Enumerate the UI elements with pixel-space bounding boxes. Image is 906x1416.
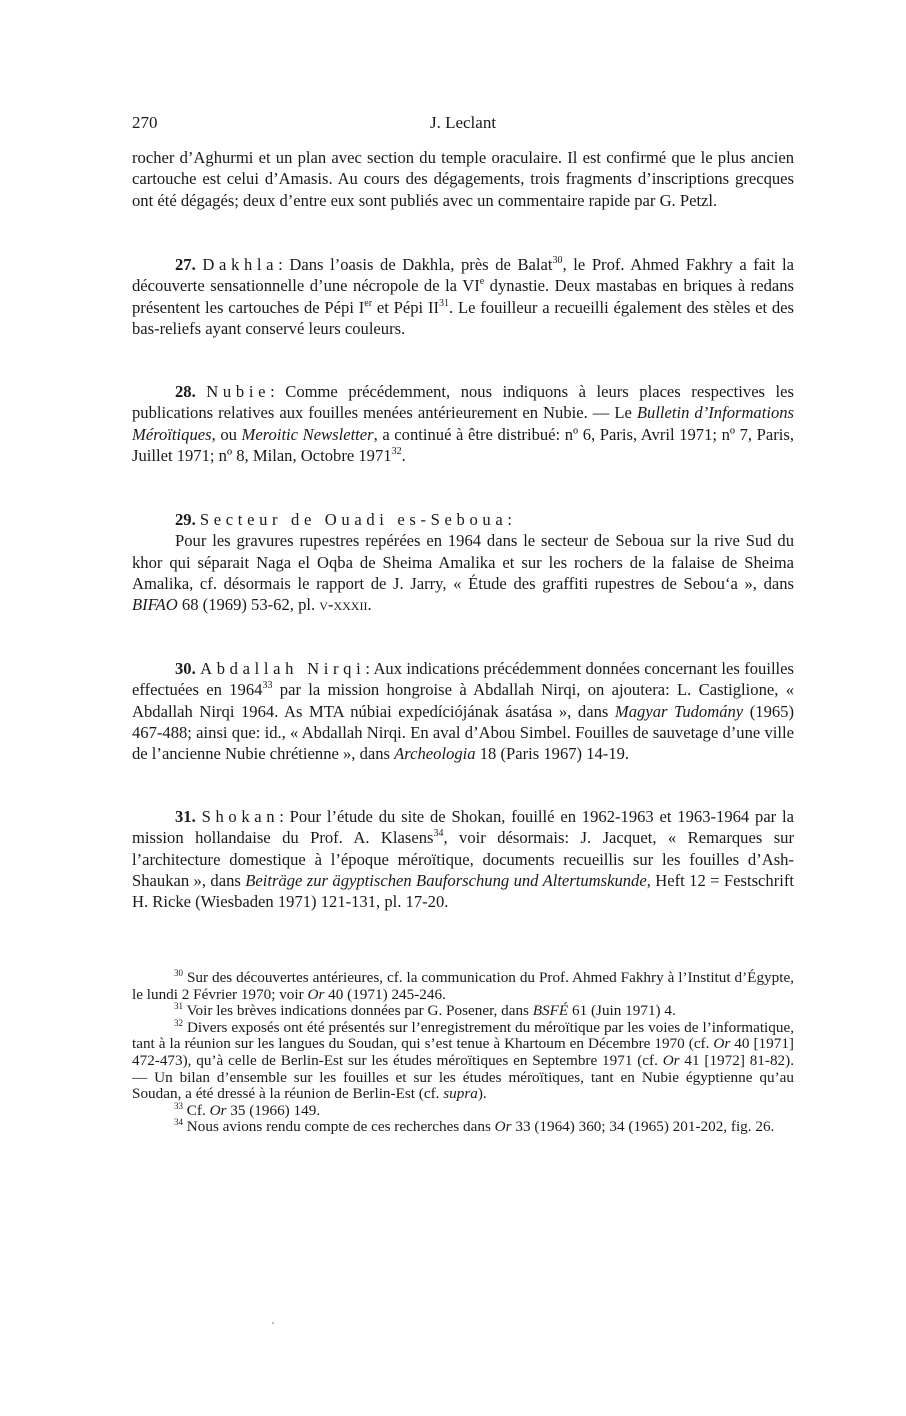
section-number: 30.: [175, 659, 196, 678]
paragraph-text: 31. Shokan: Pour l’étude du site de Shokan, fouillé en 1962-1963 et 1963-1964 par la mission hollandaise du Prof. A. Klasens$^{34}$, voir désormais: J. Jacquet, « Remarques sur l’architecture domestique à l’époque méroïtique, documents recueillis sur les fouilles d’Ash-Shaukan », dans Beiträge zur ägyptischen Bauforschung und Altertumskunde, Heft 12 = Festschrift H. Ricke (Wiesbaden 1971) 121-131, pl. 17-20.: [132, 807, 795, 912]
footnote-31: $^{31}$ Voir les brèves indications données par G. Posener, dans BSFÉ 61 (Juin 1971) 4.: [174, 1001, 676, 1020]
section-number: 29.: [175, 510, 196, 529]
footnote-32: $^{32}$ Divers exposés ont été présentés sur l’enregistrement du méroïtique par les voies de l’informatique, tant à la réunion sur les langues du Soudan, qui s’est tenue à Khartoum en Décembre 1970 (cf. Or 40 [1971] 472-473), qu’à celle de Berlin-Est sur les études méroïtiques en Septembre 1971 (cf. Or 41 [1972] 81-82). — Un bilan d’ensemble sur les fouilles et sur les études méroïtiques, tant en Nubie égyptienne qu’au Soudan, a été dressé à la réunion de Berlin-Est (cf. supra).: [132, 1017, 794, 1103]
footnote-ref: 33: [262, 680, 273, 692]
footnote-mark: 34: [174, 1117, 183, 1128]
section-heading: 29. Secteur de Ouadi es-Seboua:: [175, 510, 512, 529]
paragraph-text: 28. Nubie: Comme précédemment, nous indiquons à leurs places respectives les publications relatives aux fouilles menées antérieurement en Nubie. — Le Bulletin d’Informations Méroïtiques, ou Meroitic Newsletter, a continué à être distribué: nº 6, Paris, Avril 1971; nº 7, Paris, Juillet 1971; nº 8, Milan, Octobre 1971$^{32}$.: [132, 382, 794, 465]
section-31: [132, 806, 794, 912]
footnote-mark: 30: [174, 968, 183, 978]
section-title: Shokan: [201, 807, 280, 826]
paragraph-continuation: [132, 147, 794, 211]
footnotes: [132, 970, 794, 1136]
section-number: 31.: [175, 807, 196, 826]
footnote-mark: 31: [174, 1001, 183, 1012]
section-title: Dakhla: [202, 255, 279, 274]
paragraph-text: 27. Dakhla: Dans l’oasis de Dakhla, près de Balat$^{30}$, le Prof. Ahmed Fakhry a fait la découverte sensationnelle d’une nécropole de la VIe dynastie. Deux mastabas en briques à redans présentent les cartouches de Pépi Ier et Pépi II$^{31}$. Le fouilleur a recueilli également des stèles et des bas-reliefs ayant conservé leurs couleurs.: [132, 255, 794, 338]
footnote-mark: 32: [174, 1017, 183, 1028]
footnote-ref: 30: [552, 255, 563, 266]
section-title: Secteur de Ouadi es-Seboua: [199, 510, 508, 529]
running-head-author: J. Leclant: [429, 113, 497, 132]
paragraph-text: rocher d’Aghurmi et un plan avec section du temple oraculaire. Il est confirmé que le plus ancien cartouche est celui d’Amasis. Au cours des dégagements, trois fragments d’inscriptions grecques ont été dégagés; deux d’entre eux sont publiés avec un commentaire rapide par G. Petzl.: [132, 148, 794, 210]
section-number: 28.: [175, 382, 196, 401]
scan-speck: [272, 1322, 274, 1324]
section-title: Abdallah Nirqi: [200, 659, 366, 678]
footnote-mark: 33: [174, 1100, 183, 1111]
footnote-34: $^{34}$ Nous avions rendu compte de ces recherches dans Or 33 (1964) 360; 34 (1965) 201-202, fig. 26.: [174, 1117, 775, 1136]
section-28: [132, 381, 794, 466]
section-29: [132, 509, 794, 615]
footnote-ref: 32: [391, 445, 402, 457]
section-number: 27.: [175, 255, 196, 274]
paragraph-text: 30. Abdallah Nirqi: Aux indications précédemment données concernant les fouilles effectuées en 1964$^{33}$ par la mission hongroise à Abdallah Nirqi, on ajoutera: L. Castiglione, « Abdallah Nirqi 1964. As MTA núbiai expedíciójának ásatása », dans Magyar Tudomány (1965) 467-488; ainsi que: id., « Abdallah Nirqi. En aval d’Abou Simbel. Fouilles de sauvetage d’une ville de l’ancienne Nubie chrétienne », dans Archeologia 18 (Paris 1967) 14-19.: [132, 659, 794, 764]
paragraph-text: Pour les gravures rupestres repérées en 1964 dans le secteur de Seboua sur la rive Sud du khor qui séparait Naga el Oqba de Sheima Amalika et sur les rochers de la falaise de Sheima Amalika, cf. désormais le rapport de J. Jarry, « Étude des graffiti rupestres de Sebou‘a », dans BIFAO 68 (1969) 53-62, pl. v-xxxii.: [132, 531, 794, 615]
footnote-ref: 31: [439, 297, 449, 309]
footnote-30: $^{30}$ Sur des découvertes antérieures, cf. la communication du Prof. Ahmed Fakhry à l’Institut d’Égypte, le lundi 2 Février 1970; voir Or 40 (1971) 245-246.: [132, 968, 794, 1003]
footnote-33: $^{33}$ Cf. Or 35 (1966) 149.: [174, 1100, 321, 1119]
section-27: [132, 254, 794, 339]
section-30: [132, 658, 794, 764]
section-title: Nubie: [206, 382, 271, 401]
footnote-ref: 34: [433, 828, 444, 840]
running-head: [132, 113, 794, 135]
page-number: 270: [132, 113, 158, 132]
